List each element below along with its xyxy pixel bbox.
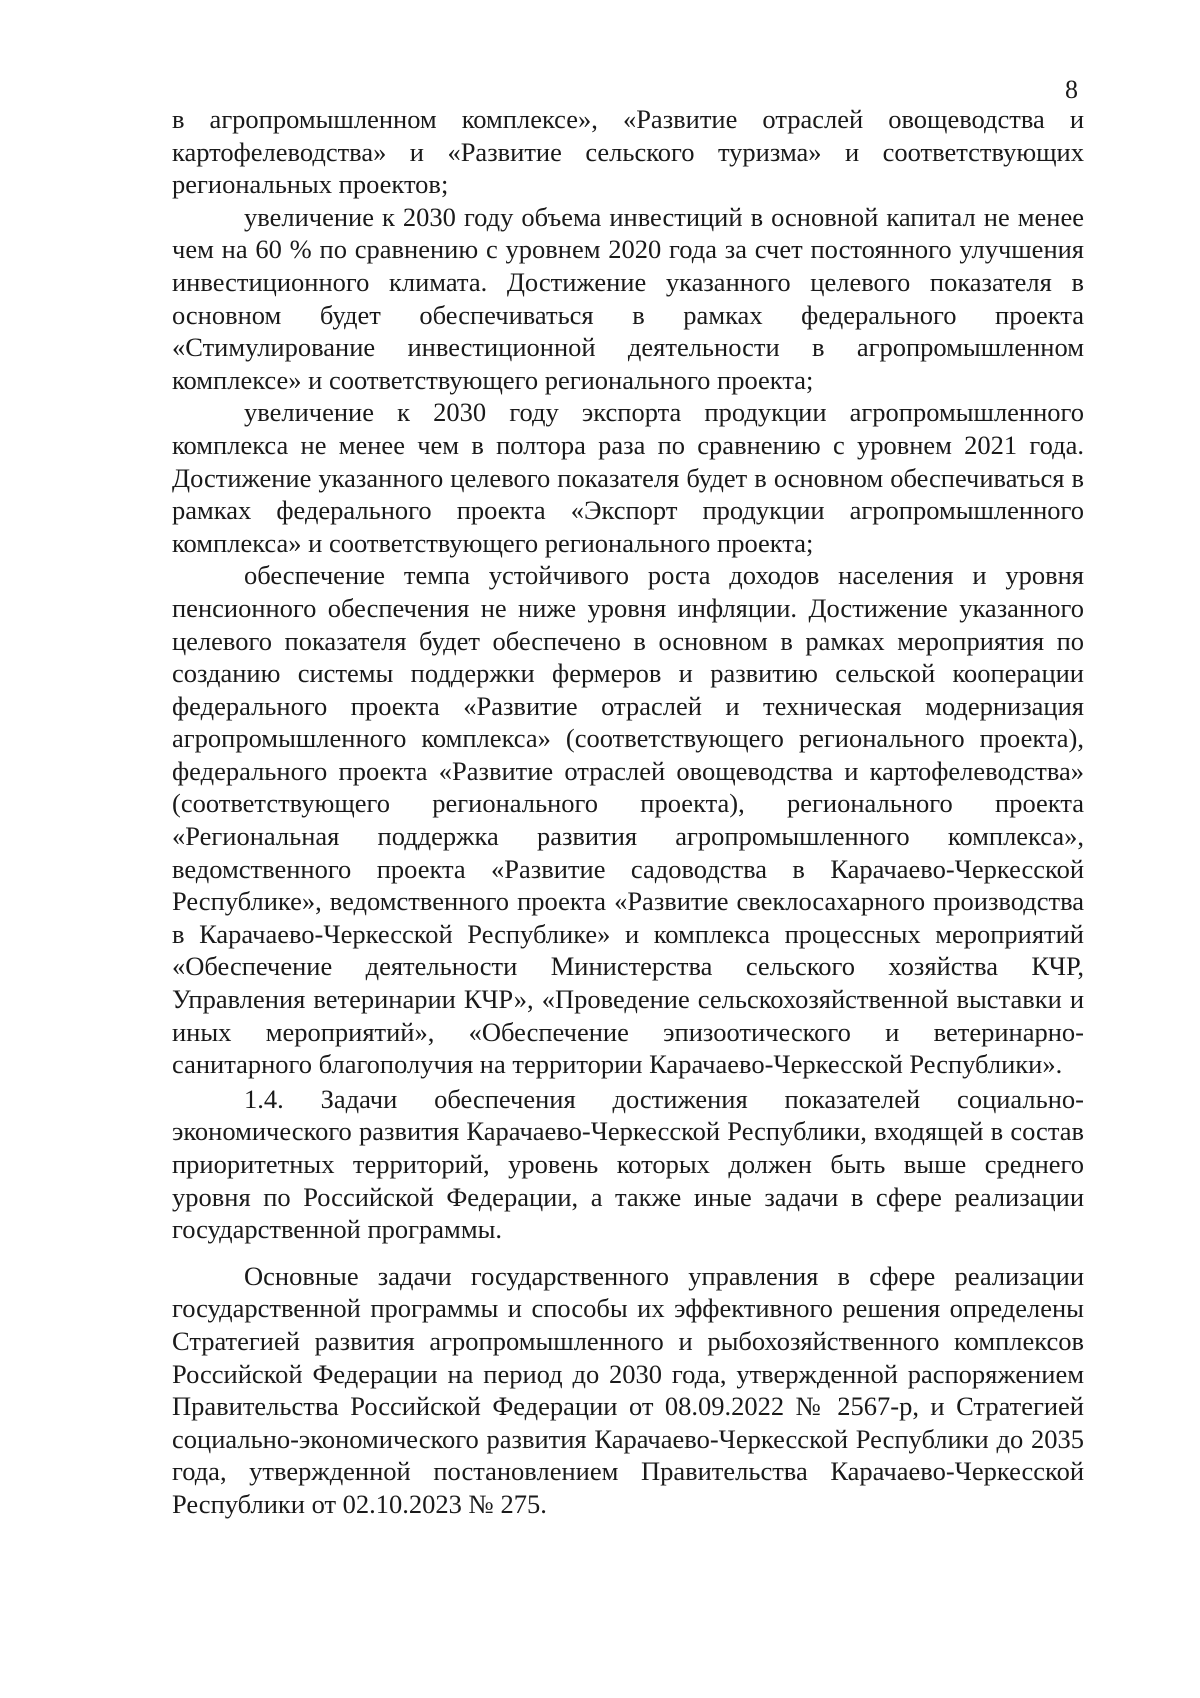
- paragraph-main-tasks: Основные задачи государственного управления в сфере реализации государственной программы и способы их эффективного решения определены Стратегией развития агропромышленного и рыбохозяйственного комплексов Российской Федерации на период до 2030 года, утвержденной распоряжением Правительства Российской Федерации от 08.09.2022 № 2567-р, и Стратегией социально-экономического развития Карачаево-Черкесской Республики до 2035 года, утвержденной постановлением Правительства Карачаево-Черкесской Республики от 02.10.2023 № 275.: [172, 1260, 1084, 1519]
- paragraph-export-goal: увеличение к 2030 году экспорта продукции агропромышленного комплекса не менее чем в полтора раза по сравнению с уровнем 2021 года. Достижение указанного целевого показателя будет в основном обеспечиваться в рамках федерального проекта «Экспорт продукции агропромышленного комплекса» и соответствующего регионального проекта;: [172, 397, 1084, 558]
- paragraph-section-1-4: 1.4. Задачи обеспечения достижения показателей социально-экономического развития Карачаево-Черкесской Республики, входящей в состав приоритетных территорий, уровень которых должен быть выше среднего уровня по Российской Федерации, а также иные задачи в сфере реализации государственной программы.: [172, 1083, 1084, 1245]
- paragraph-continuation: в агропромышленном комплексе», «Развитие отраслей овощеводства и картофелеводства» и «Развитие сельского туризма» и соответствующих региональных проектов;: [172, 104, 1084, 200]
- paragraph-income-goal: обеспечение темпа устойчивого роста доходов населения и уровня пенсионного обеспечения не ниже уровня инфляции. Достижение указанного целевого показателя будет обеспечено в основном в рамках мероприятия по созданию системы поддержки фермеров и развитию сельской кооперации федерального проекта «Развитие отраслей и техническая модернизация агропромышленного комплекса» (соответствующего регионального проекта), федерального проекта «Развитие отраслей овощеводства и картофелеводства» (соответствующего регионального проекта), регионального проекта «Региональная поддержка развития агропромышленного комплекса», ведомственного проекта «Развитие садоводства в Карачаево-Черкесской Республике», ведомственного проекта «Развитие свеклосахарного производства в Карачаево-Черкесской Республике» и комплекса процессных мероприятий «Обеспечение деятельности Министерства сельского хозяйства КЧР, Управления ветеринарии КЧР», «Проведение сельскохозяйственной выставки и иных мероприятий», «Обеспечение эпизоотического и ветеринарно-санитарного благополучия на территории Карачаево-Черкесской Республики».: [172, 560, 1084, 1080]
- document-body: [172, 103, 1084, 1521]
- page-number: 8: [1065, 75, 1078, 104]
- paragraph-investment-goal: увеличение к 2030 году объема инвестиций в основной капитал не менее чем на 60 % по сравнению с уровнем 2020 года за счет постоянного улучшения инвестиционного климата. Достижение указанного целевого показателя в основном будет обеспечиваться в рамках федерального проекта «Стимулирование инвестиционной деятельности в агропромышленном комплексе» и соответствующего регионального проекта;: [172, 201, 1084, 395]
